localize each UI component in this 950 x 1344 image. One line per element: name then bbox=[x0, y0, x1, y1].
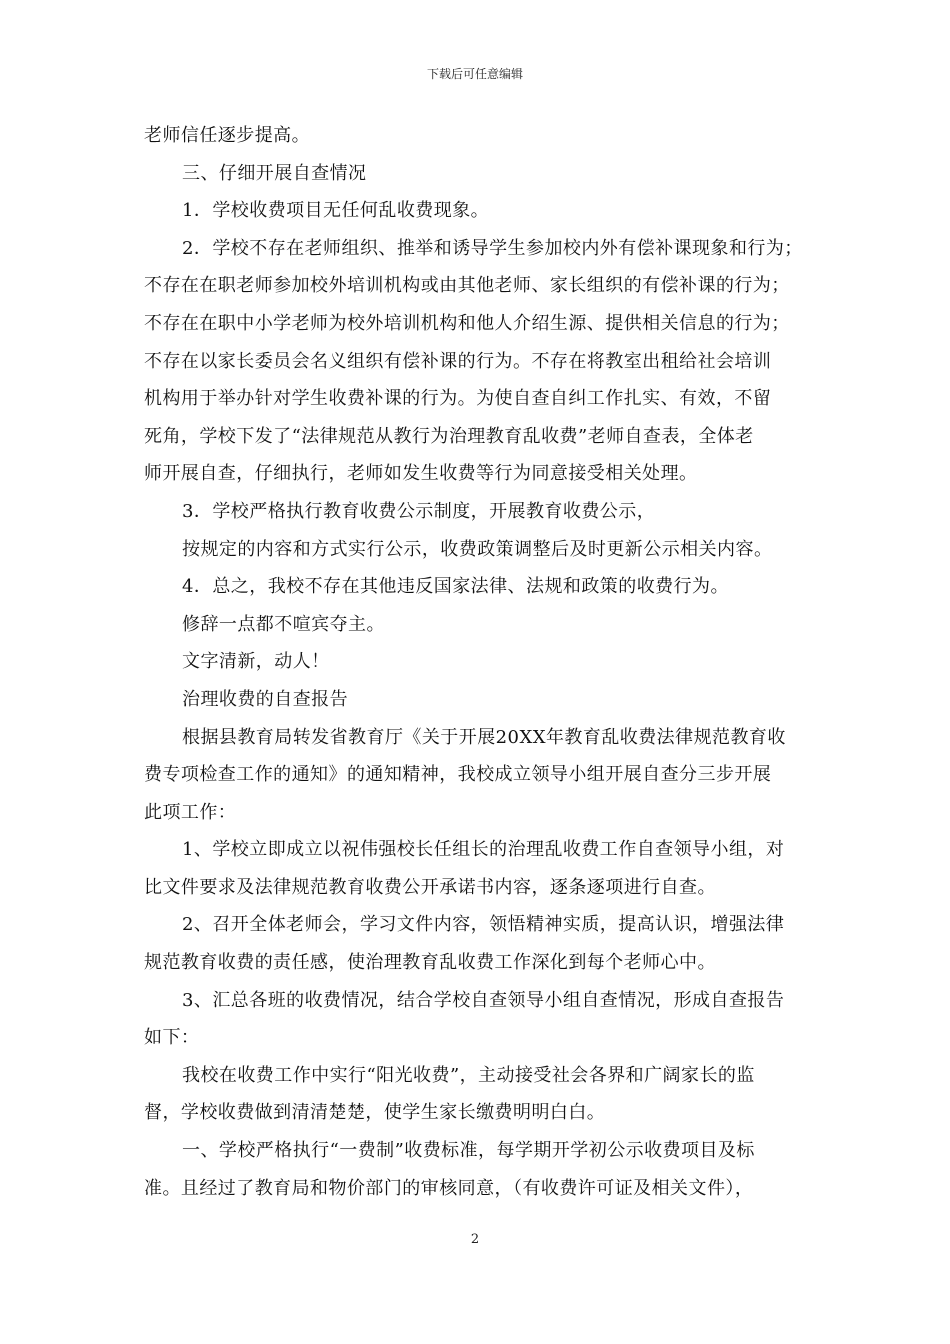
text-line: 督，学校收费做到清清楚楚，使学生家长缴费明明白白。 bbox=[144, 1102, 606, 1124]
page-header: 下载后可任意编辑 bbox=[426, 67, 523, 81]
text-line: 1．学校收费项目无任何乱收费现象。 bbox=[182, 200, 490, 222]
text-line: 按规定的内容和方式实行公示，收费政策调整后及时更新公示相关内容。 bbox=[182, 538, 773, 560]
text-line: 3．学校严格执行教育收费公示制度，开展教育收费公示， bbox=[182, 500, 656, 522]
text-line: 3、汇总各班的收费情况，结合学校自查领导小组自查情况，形成自查报告 bbox=[182, 989, 785, 1011]
text-line: 死角，学校下发了“法律规范从教行为治理教育乱收费”老师自查表，全体老 bbox=[144, 425, 754, 447]
text-line: 准。且经过了教育局和物价部门的审核同意，（有收费许可证及相关文件）， bbox=[144, 1177, 754, 1199]
text-line: 规范教育收费的责任感，使治理教育乱收费工作深化到每个老师心中。 bbox=[144, 952, 716, 974]
text-line: 根据县教育局转发省教育厅《关于开展20XX年教育乱收费法律规范教育收 bbox=[182, 726, 786, 748]
document-subtitle: 治理收费的自查报告 bbox=[182, 688, 349, 710]
document-body bbox=[144, 117, 816, 1207]
section-heading: 三、仔细开展自查情况 bbox=[182, 162, 367, 184]
text-line: 不存在在职中小学老师为校外培训机构和他人介绍生源、提供相关信息的行为； bbox=[144, 312, 790, 334]
text-line: 1、学校立即成立以祝伟强校长任组长的治理乱收费工作自查领导小组，对 bbox=[182, 839, 785, 861]
text-line: 2．学校不存在老师组织、推举和诱导学生参加校内外有偿补课现象和行为； bbox=[182, 237, 803, 259]
text-line: 2、召开全体老师会，学习文件内容，领悟精神实质，提高认识，增强法律 bbox=[182, 914, 785, 936]
text-line: 如下： bbox=[144, 1027, 200, 1049]
text-line: 修辞一点都不喧宾夺主。 bbox=[182, 613, 385, 635]
text-line: 老师信任逐步提高。 bbox=[144, 125, 311, 146]
page-number: 2 bbox=[470, 1232, 480, 1247]
text-line: 此项工作： bbox=[144, 801, 237, 823]
text-line: 师开展自查，仔细执行，老师如发生收费等行为同意接受相关处理。 bbox=[144, 463, 698, 485]
text-line: 机构用于举办针对学生收费补课的行为。为使自查自纠工作扎实、有效，不留 bbox=[144, 388, 772, 410]
text-line: 不存在在职老师参加校外培训机构或由其他老师、家长组织的有偿补课的行为； bbox=[144, 275, 790, 297]
text-line: 费专项检查工作的通知》的通知精神，我校成立领导小组开展自查分三步开展 bbox=[144, 764, 772, 786]
text-line: 4．总之，我校不存在其他违反国家法律、法规和政策的收费行为。 bbox=[182, 576, 729, 598]
text-line: 不存在以家长委员会名义组织有偿补课的行为。不存在将教室出租给社会培训 bbox=[144, 350, 772, 372]
text-line: 我校在收费工作中实行“阳光收费”，主动接受社会各界和广阔家长的监 bbox=[182, 1064, 755, 1086]
text-line: 文字清新，动人！ bbox=[182, 651, 330, 673]
text-line: 比文件要求及法律规范教育收费公开承诺书内容，逐条逐项进行自查。 bbox=[144, 876, 716, 898]
text-line: 一、学校严格执行“一费制”收费标准，每学期开学初公示收费项目及标 bbox=[182, 1140, 755, 1162]
